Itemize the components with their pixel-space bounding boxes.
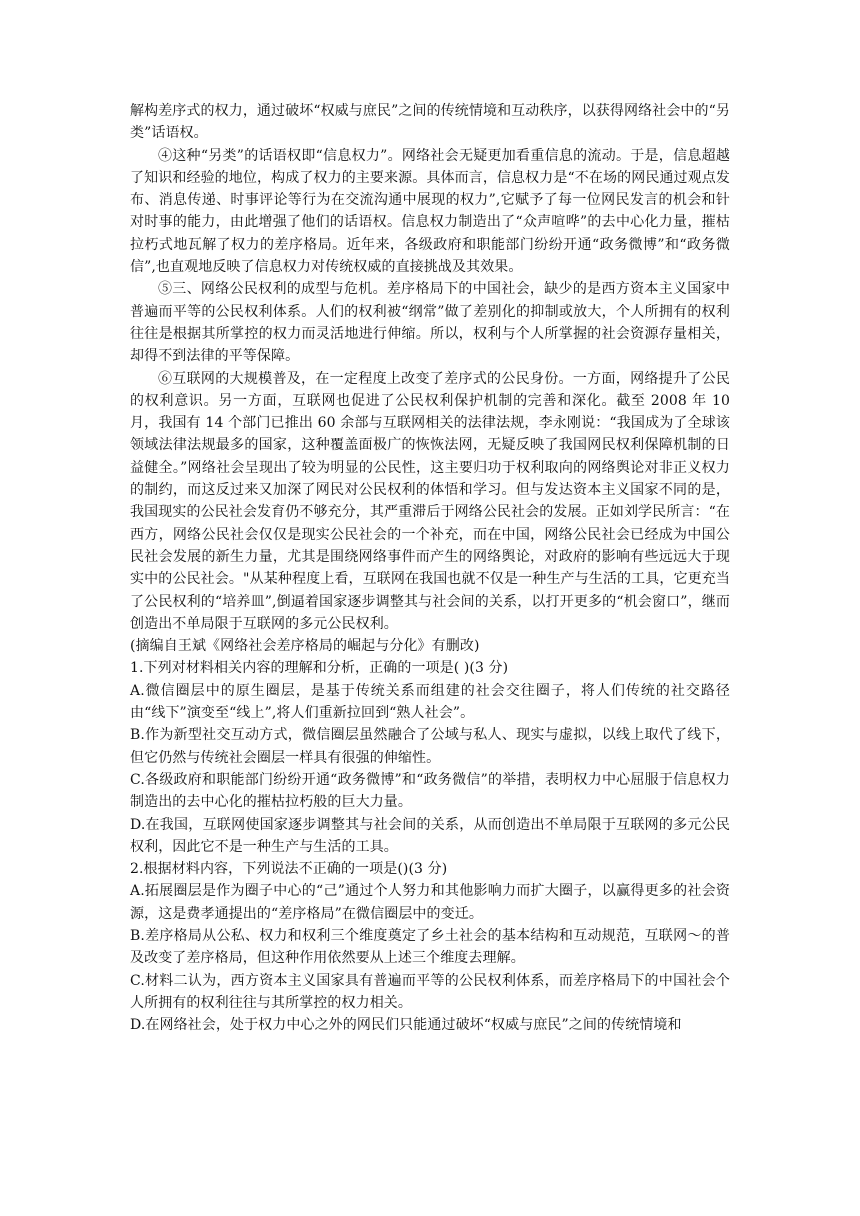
question-1-option-d: D.在我国，互联网使国家逐步调整其与社会间的关系，从而创造出不单局限于互联网的多元公民权利，因此它不是一种生产与生活的工具。 <box>130 816 730 855</box>
paragraph-6: ⑥互联网的大规模普及，在一定程度上改变了差序式的公民身份。一方面，网络提升了公民的权利意识。另一方面，互联网也促进了公民权利保护机制的完善和深化。截至 2008 年 10 月，我国有 14 个部门已推出 60 余部与互联网相关的法律法规，李永刚说：“我国成为了全球该领域法律法规最多的国家，这种覆盖面极广的恢恢法网，无疑反映了我国网民权利保障机制的日益健全。”网络社会呈现出了较为明显的公民性，这主要归功于权利取向的网络舆论对非正义权力的制约，而这反过来又加深了网民对公民权利的体悟和学习。但与发达资本主义国家不同的是，我国现实的公民社会发育仍不够充分，其严重滞后于网络公民社会的发展。正如刘学民所言：“在西方，网络公民社会仅仅是现实公民社会的一个补充，而在中国，网络公民社会已经成为中国公民社会发展的新生力量，尤其是围绕网络事件而产生的网络舆论，对政府的影响有些远远大于现实中的公民社会。"从某种程度上看，互联网在我国也就不仅是一种生产与生活的工具，它更充当了公民权利的“培养皿”,倒逼着国家逐步调整其与社会间的关系，以打开更多的“机会窗口”，继而创造出不单局限于互联网的多元公民权利。 <box>130 370 730 632</box>
question-2-stem: 2.根据材料内容，下列说法不正确的一项是()(3 分) <box>130 861 448 878</box>
question-1-option-b: B.作为新型社交互动方式，微信圈层虽然融合了公域与私人、现实与虚拟，以线上取代了线下，但它仍然与传统社会圈层一样具有很强的伸缩性。 <box>130 727 730 766</box>
question-2-option-d: D.在网络社会，处于权力中心之外的网民们只能通过破坏“权威与庶民”之间的传统情境和 <box>130 1017 682 1034</box>
paragraph-5: ⑤三、网络公民权利的成型与危机。差序格局下的中国社会，缺少的是西方资本主义国家中普遍而平等的公民权利体系。人们的权利被“纲常”做了差别化的抑制或放大，个人所拥有的权利往往是根据其所掌控的权力而灵活地进行伸缩。所以，权利与个人所掌握的社会资源存量相关，却得不到法律的平等保障。 <box>130 281 730 365</box>
paragraph-4: ④这种“另类”的话语权即“信息权力”。网络社会无疑更加看重信息的流动。于是，信息超越了知识和经验的地位，构成了权力的主要来源。具体而言，信息权力是“不在场的网民通过观点发布、消息传递、时事评论等行为在交流沟通中展现的权力”,它赋予了每一位网民发言的机会和针对时事的能力，由此增强了他们的话语权。信息权力制造出了“众声喧哗”的去中心化力量，摧枯拉朽式地瓦解了权力的差序格局。近年来，各级政府和职能部门纷纷开通“政务微博”和“政务微信”,也直观地反映了信息权力对传统权威的直接挑战及其效果。 <box>130 147 730 276</box>
question-2-option-c: C.材料二认为，西方资本主义国家具有普遍而平等的公民权利体系，而差序格局下的中国社会个人所拥有的权利往往与其所掌控的权力相关。 <box>130 972 730 1011</box>
source-citation: (摘编自王斌《网络社会差序格局的崛起与分化》有删改) <box>130 638 480 655</box>
question-2-option-a: A.拓展圈层是作为圈子中心的“己”通过个人努力和其他影响力而扩大圈子，以赢得更多的社会资源，这是费孝通提出的“差序格局”在微信圈层中的变迁。 <box>130 883 730 922</box>
question-1-stem: 1.下列对材料相关内容的理解和分析，正确的一项是( )(3 分) <box>130 660 509 677</box>
question-2-option-b: B.差序格局从公私、权力和权利三个维度奠定了乡土社会的基本结构和互动规范，互联网～的普及改变了差序格局，但这种作用依然要从上述三个维度去理解。 <box>130 927 730 967</box>
document-page <box>130 100 730 1036</box>
question-1-option-c: C.各级政府和职能部门纷纷开通“政务微博”和“政务微信”的举措，表明权力中心屈服于信息权力制造出的去中心化的摧枯拉朽般的巨大力量。 <box>130 771 730 811</box>
question-1-option-a: A.微信圈层中的原生圈层，是基于传统关系而组建的社会交往圈子，将人们传统的社交路径由“线下”演变至“线上”,将人们重新拉回到“熟人社会”。 <box>130 682 730 722</box>
paragraph-intro: 解构差序式的权力，通过破坏“权威与庶民”之间的传统情境和互动秩序，以获得网络社会中的“另类”话语权。 <box>130 103 730 142</box>
